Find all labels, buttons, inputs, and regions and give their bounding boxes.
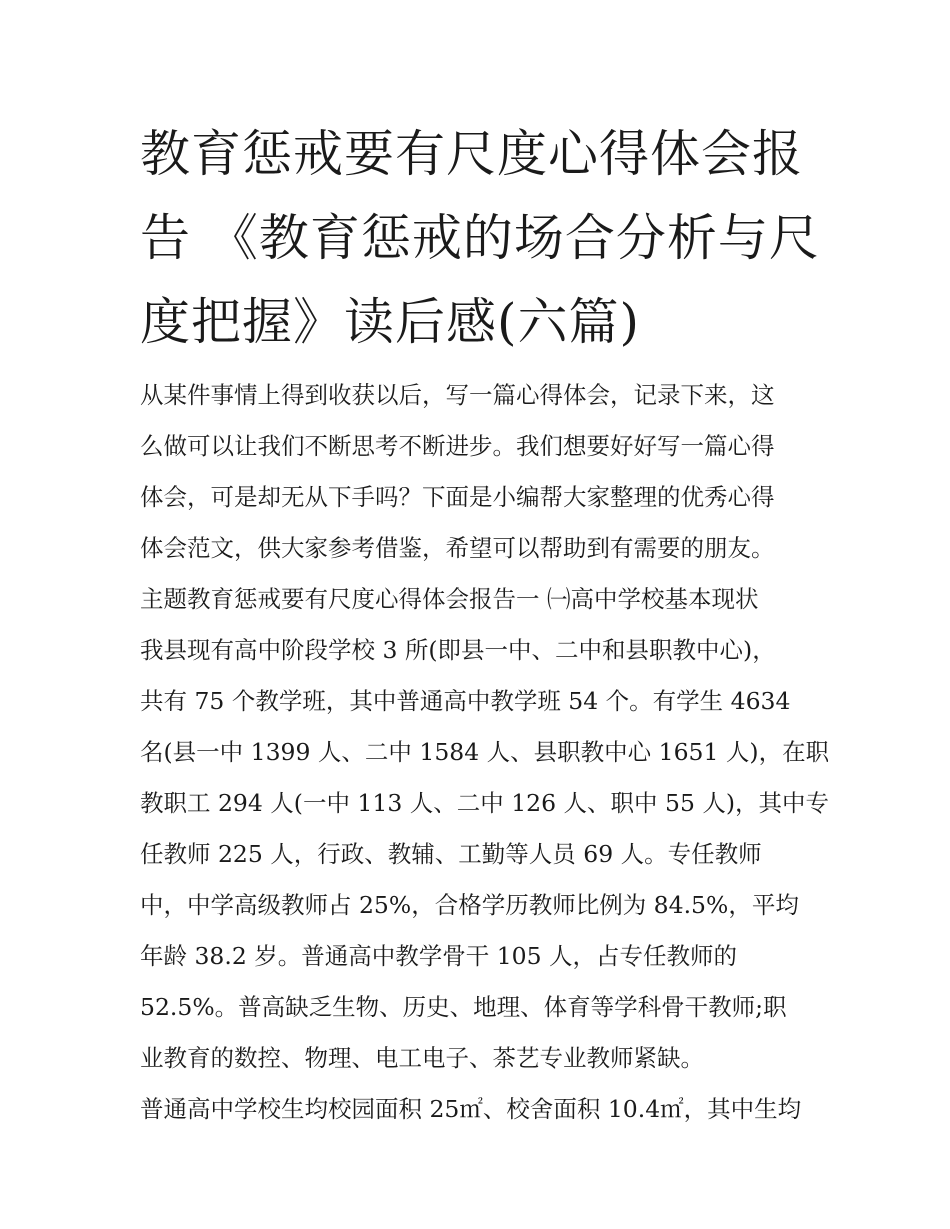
body-line-2: 么做可以让我们不断思考不断进步。我们想要好好写一篇心得 [140, 432, 775, 460]
body-line-14: 业教育的数控、物理、电工电子、茶艺专业教师紧缺。 [140, 1044, 704, 1072]
body-line-15: 普通高中学校生均校园面积 25㎡、校舍面积 10.4㎡，其中生均 [140, 1095, 802, 1123]
body-line-1: 从某件事情上得到收获以后，写一篇心得体会，记录下来，这 [140, 381, 775, 409]
title-line-1: 教育惩戒要有尺度心得体会报 [140, 125, 803, 183]
body-line-7: 共有 75 个教学班，其中普通高中教学班 54 个。有学生 4634 [140, 687, 791, 715]
body-line-9: 教职工 294 人(一中 113 人、二中 126 人、职中 55 人)，其中专 [140, 789, 830, 817]
title-line-2: 告 《教育惩戒的场合分析与尺 [140, 209, 820, 267]
body-line-5: 主题教育惩戒要有尺度心得体会报告一 ㈠高中学校基本现状 [140, 585, 759, 613]
body-line-13: 52.5%。普高缺乏生物、历史、地理、体育等学科骨干教师;职 [140, 993, 787, 1021]
body-line-10: 任教师 225 人，行政、教辅、工勤等人员 69 人。专任教师 [140, 840, 762, 868]
body-line-6: 我县现有高中阶段学校 3 所(即县一中、二中和县职教中心)， [140, 636, 776, 664]
document-body [140, 370, 830, 1135]
body-line-11: 中，中学高级教师占 25%，合格学历教师比例为 84.5%，平均 [140, 891, 799, 919]
body-line-12: 年龄 38.2 岁。普通高中教学骨干 105 人，占专任教师的 [140, 942, 738, 970]
body-line-4: 体会范文，供大家参考借鉴，希望可以帮助到有需要的朋友。 [140, 534, 775, 562]
document-title [140, 112, 820, 364]
body-line-3: 体会，可是却无从下手吗？下面是小编帮大家整理的优秀心得 [140, 483, 775, 511]
body-line-8: 名(县一中 1399 人、二中 1584 人、县职教中心 1651 人)，在职 [140, 738, 830, 766]
title-line-3: 度把握》读后感(六篇) [140, 293, 641, 351]
document-page [140, 112, 830, 1135]
